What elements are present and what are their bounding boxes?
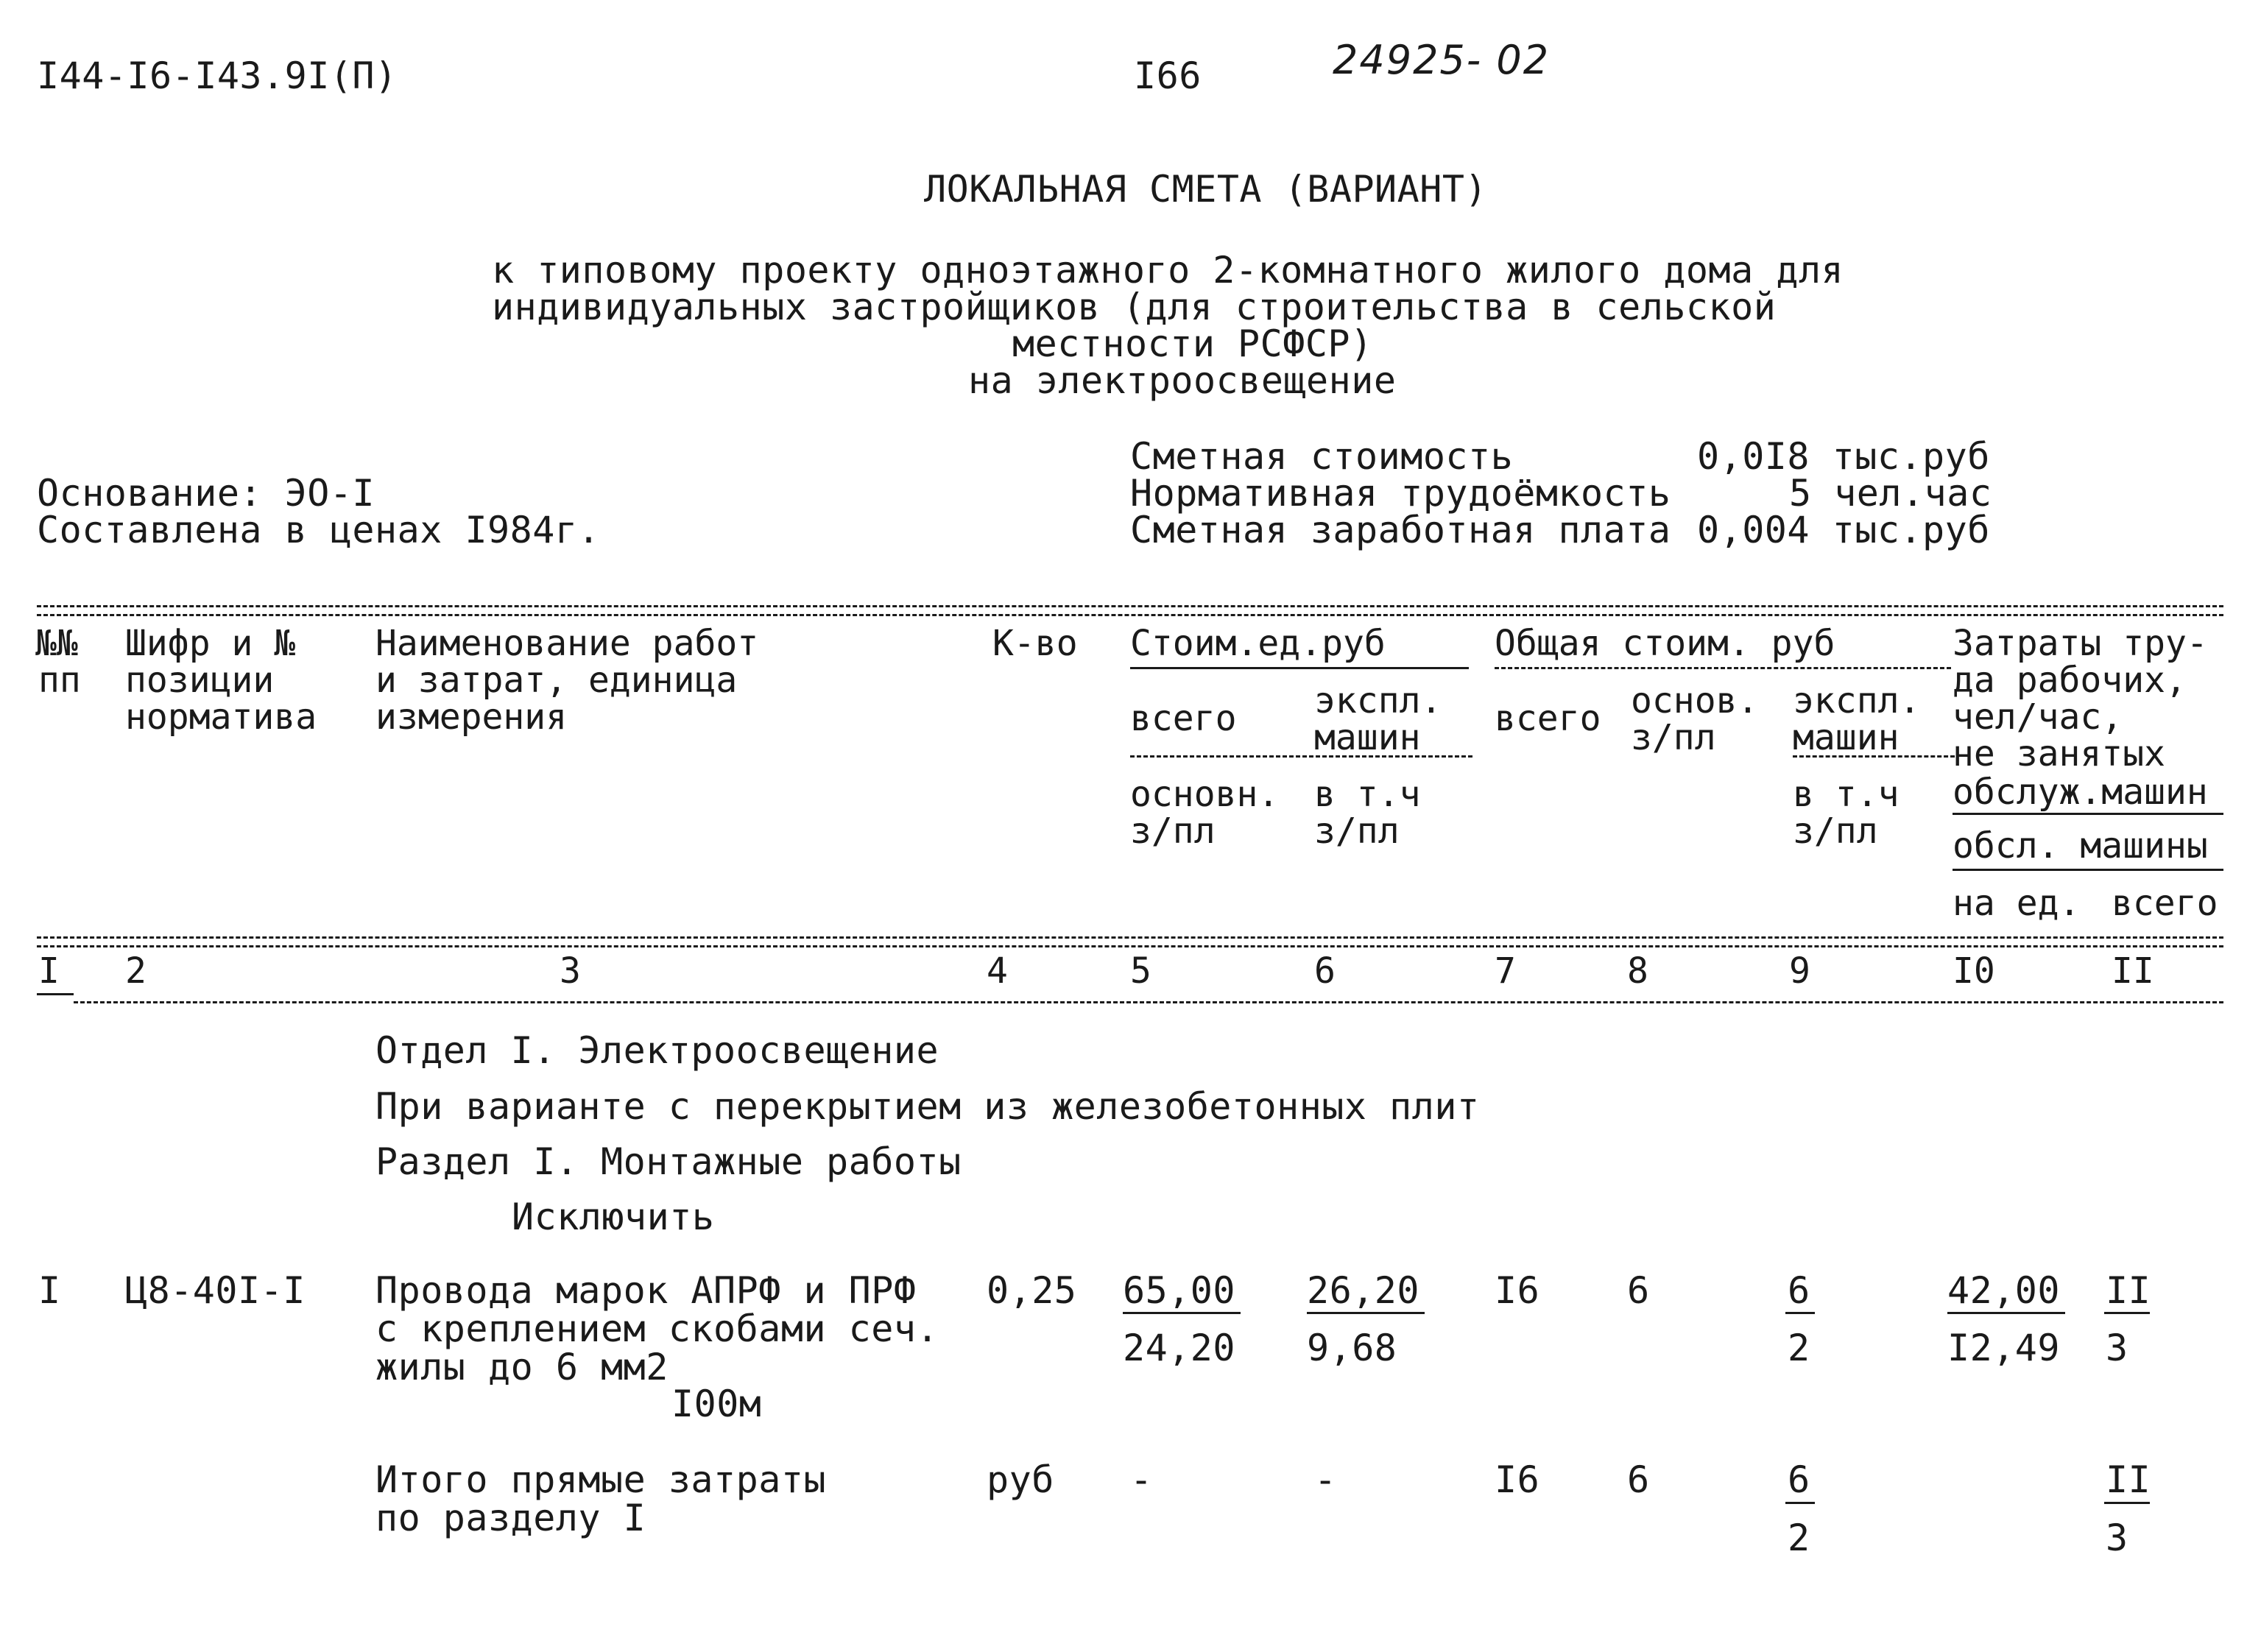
col1-header-b: пп <box>38 660 81 701</box>
col11-header: всего <box>2112 883 2218 924</box>
variant-heading: При варианте с перекрытием из железобетонных плит <box>375 1085 1480 1128</box>
col1-header-a: №№ <box>35 623 78 664</box>
col9-mid-rule <box>1793 755 1955 758</box>
column-number-2: 2 <box>125 950 147 992</box>
column-number-4: 4 <box>987 950 1008 992</box>
totals-col8: 6 <box>1627 1458 1650 1501</box>
column-number-9: 9 <box>1789 950 1810 992</box>
col2-header-b: позиции <box>125 660 275 701</box>
row-col9-fraction-line <box>1785 1312 1815 1314</box>
totals-col11-bottom: 3 <box>2106 1517 2128 1559</box>
prices-label: Составлена в ценах I984г. <box>37 509 601 551</box>
labor-group-header-c: чел/час, <box>1953 696 2123 738</box>
col8-header-b: з/пл <box>1631 717 1716 758</box>
totals-col11-top: II <box>2106 1458 2151 1501</box>
col6-header-b: машин <box>1314 717 1421 758</box>
column-number-1: I <box>38 950 60 992</box>
column-number-6: 6 <box>1314 950 1336 992</box>
totals-col5: - <box>1130 1458 1153 1501</box>
totals-col9-bottom: 2 <box>1788 1517 1810 1559</box>
column-number-10: I0 <box>1953 950 1995 992</box>
header-bottom-rule-2 <box>37 945 2223 947</box>
totals-label-line-1: Итого прямые затраты <box>375 1458 827 1501</box>
page-number: I66 <box>1134 54 1202 97</box>
col2-header-c: норматива <box>125 696 317 738</box>
col56-mid-rule <box>1130 755 1472 758</box>
labor-group-header-e: обслуж.машин <box>1953 772 2208 813</box>
row-code: Ц8-40I-I <box>125 1269 306 1312</box>
row-col6-bottom: 9,68 <box>1307 1327 1397 1369</box>
labor-group-header-f: обсл. машины <box>1953 825 2208 866</box>
labor-group-header-d: не занятых <box>1953 733 2165 774</box>
row-col9-bottom: 2 <box>1788 1327 1810 1369</box>
row-col6-fraction-line <box>1307 1312 1425 1314</box>
table-top-rule <box>37 605 2223 607</box>
col9-header-a: экспл. <box>1793 680 1921 721</box>
col10-header: на ед. <box>1953 883 2081 924</box>
document-title: ЛОКАЛЬНАЯ СМЕТА (ВАРИАНТ) <box>924 168 1488 211</box>
estimated-cost-value: 0,0I8 тыс.руб <box>1697 435 1990 478</box>
col3-header-c: измерения <box>375 696 568 738</box>
row-col5-bottom: 24,20 <box>1123 1327 1236 1369</box>
column-numbers-rule <box>74 1001 2223 1003</box>
col2-header-a: Шифр и № <box>125 623 296 664</box>
basis-label: Основание: ЭО-I <box>37 472 375 515</box>
totals-col9-top: 6 <box>1788 1458 1810 1501</box>
row-col5-fraction-line <box>1123 1312 1241 1314</box>
col8-header-a: основ. <box>1631 680 1759 721</box>
column-number-1-underline <box>37 993 74 995</box>
column-number-11: II <box>2112 950 2154 992</box>
row-col11-bottom: 3 <box>2106 1327 2128 1369</box>
col4-header: К-во <box>992 623 1078 664</box>
totals-col11-fraction-line <box>2104 1502 2150 1504</box>
handwritten-number: 24925- 02 <box>1333 37 1551 83</box>
row-name-line-3: жилы до 6 мм2 <box>375 1346 669 1388</box>
subtitle-line-4: на электроосвещение <box>968 359 1397 402</box>
col9-header-d: з/пл <box>1793 811 1878 852</box>
col5-header-a: всего <box>1130 698 1237 739</box>
totals-label-line-2: по разделу I <box>375 1497 646 1539</box>
totals-col6: - <box>1314 1458 1337 1501</box>
col3-header-a: Наименование работ <box>375 623 759 664</box>
column-number-3: 3 <box>560 950 581 992</box>
col5-header-c: з/пл <box>1130 811 1216 852</box>
table-top-rule-2 <box>37 614 2223 616</box>
col9-header-c: в т.ч <box>1793 774 1900 815</box>
totals-col7: I6 <box>1495 1458 1540 1501</box>
row-col10-top: 42,00 <box>1947 1269 2061 1312</box>
estimated-cost-label: Сметная стоимость <box>1130 435 1514 478</box>
row-col6-top: 26,20 <box>1307 1269 1420 1312</box>
row-name-line-1: Провода марок АПРФ и ПРФ <box>375 1269 917 1312</box>
wage-value: 0,004 тыс.руб <box>1697 509 1990 551</box>
totals-unit: руб <box>987 1458 1054 1501</box>
unit-cost-group-header: Стоим.ед.руб <box>1130 623 1386 664</box>
row-col5-top: 65,00 <box>1123 1269 1236 1312</box>
row-number: I <box>38 1269 61 1312</box>
wage-label: Сметная заработная плата <box>1130 509 1671 551</box>
row-col11-top: II <box>2106 1269 2151 1312</box>
row-col9-top: 6 <box>1788 1269 1810 1312</box>
row-col7: I6 <box>1495 1269 1540 1312</box>
labor-group-underline-2 <box>1953 869 2223 871</box>
row-unit: I00м <box>671 1383 762 1425</box>
labor-group-header-b: да рабочих, <box>1953 660 2187 701</box>
row-col11-fraction-line <box>2104 1312 2150 1314</box>
section-heading: Раздел I. Монтажные работы <box>375 1140 962 1183</box>
unit-cost-underline <box>1130 667 1469 669</box>
exclude-heading: Исключить <box>512 1196 715 1238</box>
col5-header-b: основн. <box>1130 774 1280 815</box>
subtitle-line-3: местности РСФСР) <box>1012 322 1373 365</box>
col6-header-d: з/пл <box>1314 811 1400 852</box>
row-col10-bottom: I2,49 <box>1947 1327 2061 1369</box>
document-code: I44-I6-I43.9I(П) <box>37 54 398 97</box>
col6-header-c: в т.ч <box>1314 774 1421 815</box>
total-cost-underline <box>1495 667 1951 669</box>
col7-header: всего <box>1495 698 1601 739</box>
labor-group-header-a: Затраты тру- <box>1953 623 2208 664</box>
total-cost-group-header: Общая стоим. руб <box>1495 623 1835 664</box>
labor-label: Нормативная трудоёмкость <box>1130 472 1671 515</box>
labor-group-underline-1 <box>1953 813 2223 815</box>
column-number-8: 8 <box>1627 950 1648 992</box>
header-bottom-rule <box>37 936 2223 939</box>
col9-header-b: машин <box>1793 717 1900 758</box>
row-name-line-2: с креплением скобами сеч. <box>375 1307 939 1350</box>
col6-header-a: экспл. <box>1314 680 1442 721</box>
totals-col9-fraction-line <box>1785 1502 1815 1504</box>
department-heading: Отдел I. Электроосвещение <box>375 1029 939 1072</box>
col3-header-b: и затрат, единица <box>375 660 738 701</box>
row-col8: 6 <box>1627 1269 1650 1312</box>
column-number-7: 7 <box>1495 950 1516 992</box>
subtitle-line-1: к типовому проекту одноэтажного 2-комнатного жилого дома для <box>492 249 1844 292</box>
row-col10-fraction-line <box>1947 1312 2065 1314</box>
subtitle-line-2: индивидуальных застройщиков (для строительства в сельской <box>492 286 1777 328</box>
column-number-5: 5 <box>1130 950 1151 992</box>
row-quantity: 0,25 <box>987 1269 1077 1312</box>
labor-value: 5 чел.час <box>1789 472 1992 515</box>
